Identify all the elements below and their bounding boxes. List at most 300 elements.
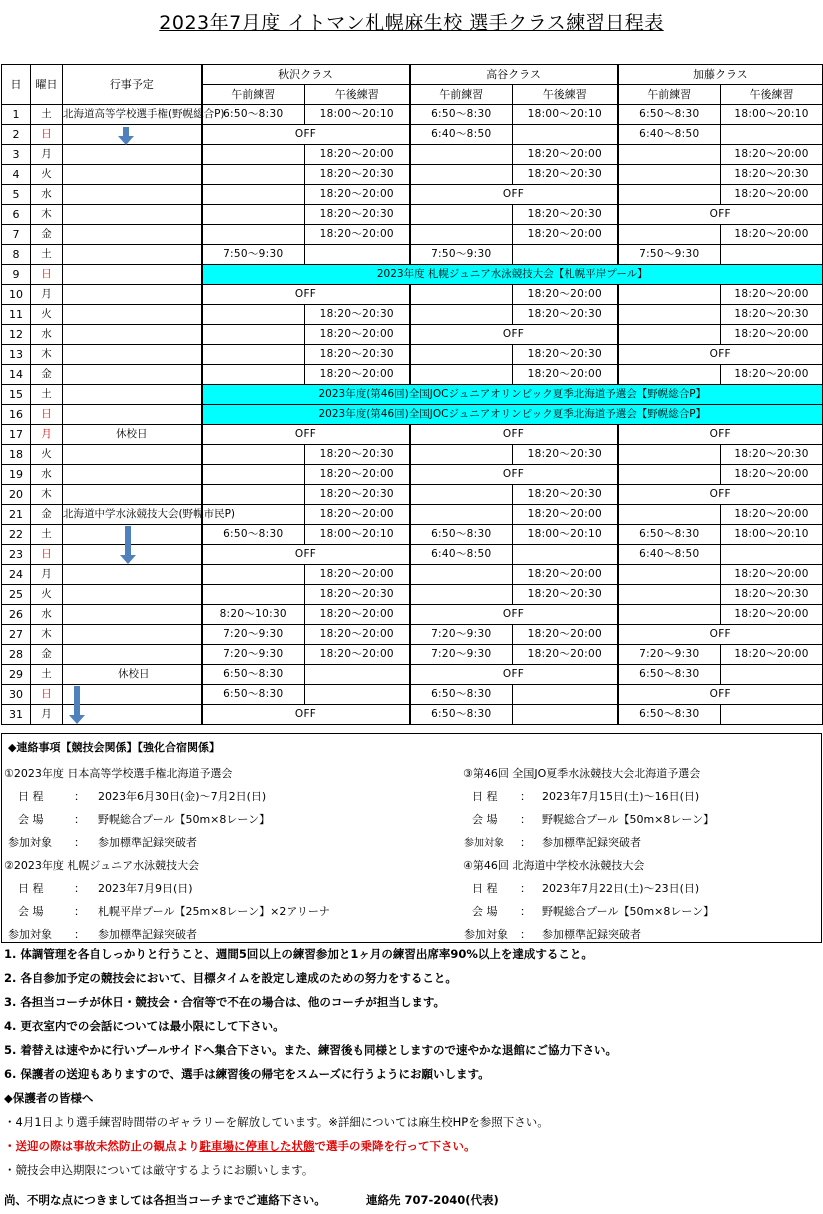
time-cell: 18:00～20:10: [513, 525, 618, 545]
time-cell: [618, 165, 721, 185]
time-cell: 7:50～9:30: [618, 245, 721, 265]
day-cell: 17: [2, 425, 31, 445]
colon: ：: [74, 905, 85, 918]
time-cell: 18:20～20:00: [513, 145, 618, 165]
time-cell: 18:20～20:30: [721, 305, 823, 325]
off-cell: OFF: [410, 465, 618, 485]
time-cell: 6:50～8:30: [618, 665, 721, 685]
meet-target-label: 参加対象: [8, 836, 52, 849]
event-cell: [63, 245, 202, 265]
table-row: [2, 145, 823, 165]
time-cell: [618, 445, 721, 465]
event-banner: 2023年度(第46回)全国JOCジュニアオリンピック夏季北海道予選会【野幌総合P】: [202, 385, 823, 405]
meet-date-label: 日 程: [472, 882, 498, 895]
time-cell: 18:00～20:10: [513, 105, 618, 125]
weekday-cell: 木: [31, 345, 63, 365]
table-row: [2, 105, 823, 125]
meet-date: 2023年7月15日(土)～16日(日): [542, 790, 700, 803]
event-cell: [63, 145, 202, 165]
event-cell: [63, 285, 202, 305]
day-cell: 1: [2, 105, 31, 125]
day-cell: 20: [2, 485, 31, 505]
table-row: [2, 645, 823, 665]
time-cell: 18:20～20:00: [721, 645, 823, 665]
table-row: [2, 385, 823, 405]
colon: ：: [520, 836, 531, 849]
time-cell: 6:50～8:30: [410, 705, 513, 725]
meet-venue: 札幌平岸プール【25m×8レーン】×2アリーナ: [98, 905, 330, 918]
time-cell: 18:20～20:00: [513, 285, 618, 305]
off-cell: OFF: [618, 425, 823, 445]
time-cell: 18:20～20:30: [513, 445, 618, 465]
event-cell: [63, 165, 202, 185]
day-cell: 13: [2, 345, 31, 365]
meet-venue-label: 会 場: [18, 905, 44, 918]
time-cell: 6:50～8:30: [410, 525, 513, 545]
time-cell: [410, 145, 513, 165]
time-cell: 6:40～8:50: [410, 125, 513, 145]
weekday-cell: 月: [31, 425, 63, 445]
time-cell: [202, 565, 305, 585]
time-cell: 6:50～8:30: [202, 665, 305, 685]
page-title: 2023年7月度 イトマン札幌麻生校 選手クラス練習日程表: [159, 12, 664, 34]
event-cell: [63, 185, 202, 205]
time-cell: 7:20～9:30: [202, 625, 305, 645]
time-cell: 18:20～20:00: [721, 365, 823, 385]
colon: ：: [520, 790, 531, 803]
rule-2: 2. 各自参加予定の競技会において、目標タイムを設定し達成のための努力をすること。: [4, 971, 457, 985]
off-cell: OFF: [202, 285, 410, 305]
meet-venue: 野幌総合プール【50m×8レーン】: [542, 813, 715, 826]
header-class-kato: 加藤クラス: [618, 65, 823, 85]
event-cell: [63, 485, 202, 505]
footer-text: 尚、不明な点につきましては各担当コーチまでご連絡下さい。: [4, 1193, 326, 1207]
time-cell: 6:50～8:30: [410, 685, 513, 705]
event-cell: [63, 625, 202, 645]
event-cell: [63, 445, 202, 465]
table-row: [2, 325, 823, 345]
time-cell: [618, 225, 721, 245]
guardian-line-2b: 駐車場に停車した状態: [199, 1139, 315, 1153]
time-cell: 18:20～20:00: [721, 605, 823, 625]
day-cell: 31: [2, 705, 31, 725]
off-cell: OFF: [618, 685, 823, 705]
event-cell: [63, 365, 202, 385]
rule-1: 1. 体調管理を各自しっかりと行うこと、週間5回以上の練習参加と1ヶ月の練習出席率90%以上を達成すること。: [4, 947, 593, 961]
day-cell: 9: [2, 265, 31, 285]
time-cell: [513, 685, 618, 705]
weekday-cell: 月: [31, 145, 63, 165]
meet-date: 2023年6月30日(金)～7月2日(日): [98, 790, 267, 803]
time-cell: [202, 325, 305, 345]
guardian-line-2c: で選手の乗降を行って下さい。: [314, 1139, 476, 1153]
meet-target: 参加標準記録突破者: [98, 836, 197, 849]
time-cell: [202, 205, 305, 225]
meet-target-label: 参加対象: [8, 928, 52, 941]
colon: ：: [74, 836, 85, 849]
weekday-cell: 日: [31, 685, 63, 705]
header-pm: 午後練習: [721, 85, 823, 105]
time-cell: 18:20～20:30: [305, 485, 410, 505]
meet-target: 参加標準記録突破者: [542, 928, 641, 941]
time-cell: [410, 565, 513, 585]
time-cell: [721, 125, 823, 145]
table-row: [2, 625, 823, 645]
time-cell: [202, 465, 305, 485]
meet-date: 2023年7月9日(日): [98, 882, 193, 895]
event-cell: [63, 525, 202, 545]
weekday-cell: 水: [31, 325, 63, 345]
meet-date-label: 日 程: [18, 790, 44, 803]
time-cell: 18:20～20:00: [721, 465, 823, 485]
meet-target-label: 参加対象: [464, 928, 508, 941]
colon: ：: [74, 790, 85, 803]
weekday-cell: 日: [31, 265, 63, 285]
time-cell: [721, 245, 823, 265]
colon: ：: [520, 882, 531, 895]
off-cell: OFF: [618, 625, 823, 645]
table-row: [2, 425, 823, 445]
day-cell: 27: [2, 625, 31, 645]
time-cell: 18:20～20:00: [305, 225, 410, 245]
time-cell: 18:20～20:00: [305, 185, 410, 205]
time-cell: [410, 205, 513, 225]
meet-date: 2023年7月22日(土)～23日(日): [542, 882, 700, 895]
meet-venue-label: 会 場: [472, 813, 498, 826]
header-row-1: [2, 65, 823, 85]
day-cell: 21: [2, 505, 31, 525]
header-events: 行事予定: [63, 65, 202, 105]
day-cell: 19: [2, 465, 31, 485]
time-cell: 18:00～20:10: [305, 105, 410, 125]
weekday-cell: 火: [31, 305, 63, 325]
table-row: [2, 605, 823, 625]
event-cell: [63, 325, 202, 345]
time-cell: [513, 245, 618, 265]
time-cell: 7:20～9:30: [410, 645, 513, 665]
weekday-cell: 水: [31, 465, 63, 485]
time-cell: 18:20～20:30: [721, 165, 823, 185]
weekday-cell: 土: [31, 525, 63, 545]
guardian-heading: ◆保護者の皆様へ: [4, 1091, 94, 1105]
event-cell: [63, 665, 202, 685]
weekday-cell: 火: [31, 165, 63, 185]
event-cell: [63, 425, 202, 445]
header-am: 午前練習: [410, 85, 513, 105]
time-cell: 18:20～20:30: [305, 165, 410, 185]
time-cell: 7:20～9:30: [202, 645, 305, 665]
notes-heading: ◆連絡事項【競技会関係】【強化合宿関係】: [8, 741, 220, 754]
time-cell: 18:20～20:00: [305, 645, 410, 665]
time-cell: 6:50～8:30: [202, 685, 305, 705]
time-cell: [410, 485, 513, 505]
time-cell: 6:50～8:30: [202, 105, 305, 125]
day-cell: 24: [2, 565, 31, 585]
time-cell: 6:50～8:30: [410, 105, 513, 125]
time-cell: [618, 185, 721, 205]
time-cell: [618, 505, 721, 525]
event-label: 北海道中学水泳競技大会(野幌市民P): [63, 508, 236, 520]
time-cell: [305, 245, 410, 265]
event-cell: [63, 405, 202, 425]
time-cell: [202, 165, 305, 185]
day-cell: 8: [2, 245, 31, 265]
event-label: 北海道高等学校選手権(野幌総合P): [63, 108, 225, 120]
event-cell: [63, 385, 202, 405]
time-cell: 18:20～20:30: [305, 585, 410, 605]
rule-3: 3. 各担当コーチが休日・競技会・合宿等で不在の場合は、他のコーチが担当します。: [4, 995, 445, 1009]
time-cell: 18:20～20:00: [721, 145, 823, 165]
time-cell: [202, 145, 305, 165]
rule-5: 5. 着替えは速やかに行いプールサイドへ集合下さい。また、練習後も同様としますので速やかな退館にご協力下さい。: [4, 1043, 617, 1057]
meet-title: ③第46回 全国JO夏季水泳競技大会北海道予選会: [463, 767, 701, 780]
day-cell: 25: [2, 585, 31, 605]
event-cell: [63, 465, 202, 485]
table-row: [2, 205, 823, 225]
day-cell: 11: [2, 305, 31, 325]
event-cell: [63, 605, 202, 625]
notes-box: [1, 733, 822, 943]
time-cell: [618, 145, 721, 165]
meet-date-label: 日 程: [18, 882, 44, 895]
time-cell: [202, 445, 305, 465]
time-cell: 6:40～8:50: [618, 125, 721, 145]
time-cell: [202, 185, 305, 205]
weekday-cell: 金: [31, 225, 63, 245]
table-row: [2, 225, 823, 245]
table-row: [2, 285, 823, 305]
table-row: [2, 185, 823, 205]
colon: ：: [520, 928, 531, 941]
off-cell: OFF: [618, 485, 823, 505]
off-cell: OFF: [202, 425, 410, 445]
time-cell: 18:20～20:30: [721, 445, 823, 465]
event-cell: [63, 205, 202, 225]
time-cell: 18:20～20:00: [305, 145, 410, 165]
weekday-cell: 月: [31, 705, 63, 725]
off-cell: OFF: [410, 665, 618, 685]
schedule-table: [1, 64, 823, 725]
header-pm: 午後練習: [513, 85, 618, 105]
event-cell: [63, 225, 202, 245]
rule-6: 6. 保護者の送迎もありますので、選手は練習後の帰宅をスムーズに行うようにお願いします。: [4, 1067, 490, 1081]
table-row: [2, 665, 823, 685]
time-cell: 18:20～20:30: [513, 485, 618, 505]
time-cell: [410, 505, 513, 525]
day-cell: 22: [2, 525, 31, 545]
time-cell: 18:20～20:00: [513, 645, 618, 665]
event-cell: [63, 305, 202, 325]
time-cell: 18:20～20:00: [305, 625, 410, 645]
day-cell: 23: [2, 545, 31, 565]
table-row: [2, 305, 823, 325]
day-cell: 26: [2, 605, 31, 625]
time-cell: 18:20～20:00: [305, 465, 410, 485]
time-cell: [721, 705, 823, 725]
time-cell: 18:20～20:30: [305, 205, 410, 225]
day-cell: 18: [2, 445, 31, 465]
table-row: [2, 405, 823, 425]
time-cell: 18:20～20:00: [305, 325, 410, 345]
meet-venue-label: 会 場: [18, 813, 44, 826]
header-pm: 午後練習: [305, 85, 410, 105]
day-cell: 10: [2, 285, 31, 305]
off-cell: OFF: [410, 325, 618, 345]
colon: ：: [520, 905, 531, 918]
time-cell: 6:50～8:30: [618, 525, 721, 545]
weekday-cell: 土: [31, 385, 63, 405]
table-row: [2, 585, 823, 605]
table-row: [2, 445, 823, 465]
time-cell: [618, 365, 721, 385]
time-cell: [202, 345, 305, 365]
meet-target: 参加標準記録突破者: [542, 836, 641, 849]
weekday-cell: 土: [31, 245, 63, 265]
day-cell: 2: [2, 125, 31, 145]
footer-contact: 連絡先 707-2040(代表): [366, 1193, 499, 1207]
time-cell: [410, 445, 513, 465]
table-row: [2, 365, 823, 385]
time-cell: 7:50～9:30: [410, 245, 513, 265]
meet-title: ④第46回 北海道中学校水泳競技大会: [463, 859, 645, 872]
time-cell: [618, 325, 721, 345]
time-cell: [618, 585, 721, 605]
time-cell: [202, 585, 305, 605]
day-cell: 12: [2, 325, 31, 345]
event-cell: [63, 105, 225, 125]
time-cell: 18:20～20:00: [305, 505, 410, 525]
table-row: [2, 705, 823, 725]
weekday-cell: 金: [31, 365, 63, 385]
time-cell: 6:40～8:50: [618, 545, 721, 565]
time-cell: [721, 665, 823, 685]
time-cell: [202, 225, 305, 245]
time-cell: [618, 305, 721, 325]
time-cell: 18:20～20:00: [305, 605, 410, 625]
day-cell: 30: [2, 685, 31, 705]
colon: ：: [74, 813, 85, 826]
meet-target: 参加標準記録突破者: [98, 928, 197, 941]
time-cell: 6:50～8:30: [618, 705, 721, 725]
table-row: [2, 565, 823, 585]
off-cell: OFF: [618, 205, 823, 225]
table-row: [2, 265, 823, 285]
rule-4: 4. 更衣室内での会話については最小限にして下さい。: [4, 1019, 285, 1033]
time-cell: 18:20～20:00: [721, 285, 823, 305]
time-cell: 18:20～20:00: [513, 625, 618, 645]
day-cell: 6: [2, 205, 31, 225]
time-cell: [410, 305, 513, 325]
meet-target-label: 参加対象: [464, 838, 504, 849]
time-cell: [618, 605, 721, 625]
event-banner: 2023年度(第46回)全国JOCジュニアオリンピック夏季北海道予選会【野幌総合P】: [202, 405, 823, 425]
arrow-down-icon: [74, 686, 80, 716]
arrow-down-icon: [125, 526, 131, 556]
event-cell: [63, 505, 236, 525]
colon: ：: [74, 882, 85, 895]
weekday-cell: 土: [31, 105, 63, 125]
time-cell: [410, 225, 513, 245]
off-cell: OFF: [618, 345, 823, 365]
day-cell: 16: [2, 405, 31, 425]
weekday-cell: 月: [31, 285, 63, 305]
time-cell: [202, 305, 305, 325]
weekday-cell: 水: [31, 605, 63, 625]
time-cell: 18:20～20:00: [513, 505, 618, 525]
weekday-cell: 金: [31, 505, 63, 525]
header-class-akisawa: 秋沢クラス: [202, 65, 410, 85]
time-cell: 7:50～9:30: [202, 245, 305, 265]
time-cell: 18:20～20:00: [721, 565, 823, 585]
time-cell: [618, 565, 721, 585]
time-cell: 7:20～9:30: [618, 645, 721, 665]
meet-venue: 野幌総合プール【50m×8レーン】: [98, 813, 271, 826]
time-cell: 6:40～8:50: [410, 545, 513, 565]
weekday-cell: 月: [31, 565, 63, 585]
time-cell: [410, 285, 513, 305]
time-cell: 18:20～20:00: [721, 185, 823, 205]
day-cell: 5: [2, 185, 31, 205]
event-cell: [63, 685, 202, 705]
table-row: [2, 245, 823, 265]
arrow-down-icon: [123, 127, 129, 137]
day-cell: 14: [2, 365, 31, 385]
time-cell: [618, 465, 721, 485]
event-label: 休校日: [116, 428, 148, 440]
table-row: [2, 505, 823, 525]
meet-date-label: 日 程: [472, 790, 498, 803]
meet-title: ②2023年度 札幌ジュニア水泳競技大会: [4, 859, 200, 872]
time-cell: 18:20～20:30: [513, 165, 618, 185]
header-dow: 曜日: [31, 65, 63, 105]
day-cell: 15: [2, 385, 31, 405]
off-cell: OFF: [202, 125, 410, 145]
time-cell: [305, 685, 410, 705]
time-cell: 18:20～20:30: [513, 205, 618, 225]
table-row: [2, 165, 823, 185]
time-cell: 8:20～10:30: [202, 605, 305, 625]
off-cell: OFF: [202, 545, 410, 565]
day-cell: 3: [2, 145, 31, 165]
day-cell: 7: [2, 225, 31, 245]
header-am: 午前練習: [202, 85, 305, 105]
guardian-line-2a: ・送迎の際は事故未然防止の観点より: [4, 1139, 200, 1153]
off-cell: OFF: [410, 425, 618, 445]
event-cell: [63, 645, 202, 665]
event-cell: [63, 565, 202, 585]
time-cell: [410, 585, 513, 605]
time-cell: [202, 485, 305, 505]
off-cell: OFF: [410, 185, 618, 205]
table-row: [2, 485, 823, 505]
colon: ：: [74, 928, 85, 941]
event-cell: [63, 585, 202, 605]
event-label: 休校日: [118, 668, 150, 680]
day-cell: 29: [2, 665, 31, 685]
guardian-line-1: ・4月1日より選手練習時間帯のギャラリーを解放しています。※詳細については麻生校HPを参照下さい。: [4, 1115, 549, 1129]
weekday-cell: 日: [31, 125, 63, 145]
table-row: [2, 345, 823, 365]
time-cell: 18:20～20:00: [721, 325, 823, 345]
weekday-cell: 木: [31, 205, 63, 225]
time-cell: [410, 165, 513, 185]
event-cell: [63, 345, 202, 365]
time-cell: 18:20～20:30: [513, 305, 618, 325]
weekday-cell: 日: [31, 545, 63, 565]
weekday-cell: 土: [31, 665, 63, 685]
meet-venue-label: 会 場: [472, 905, 498, 918]
weekday-cell: 木: [31, 485, 63, 505]
